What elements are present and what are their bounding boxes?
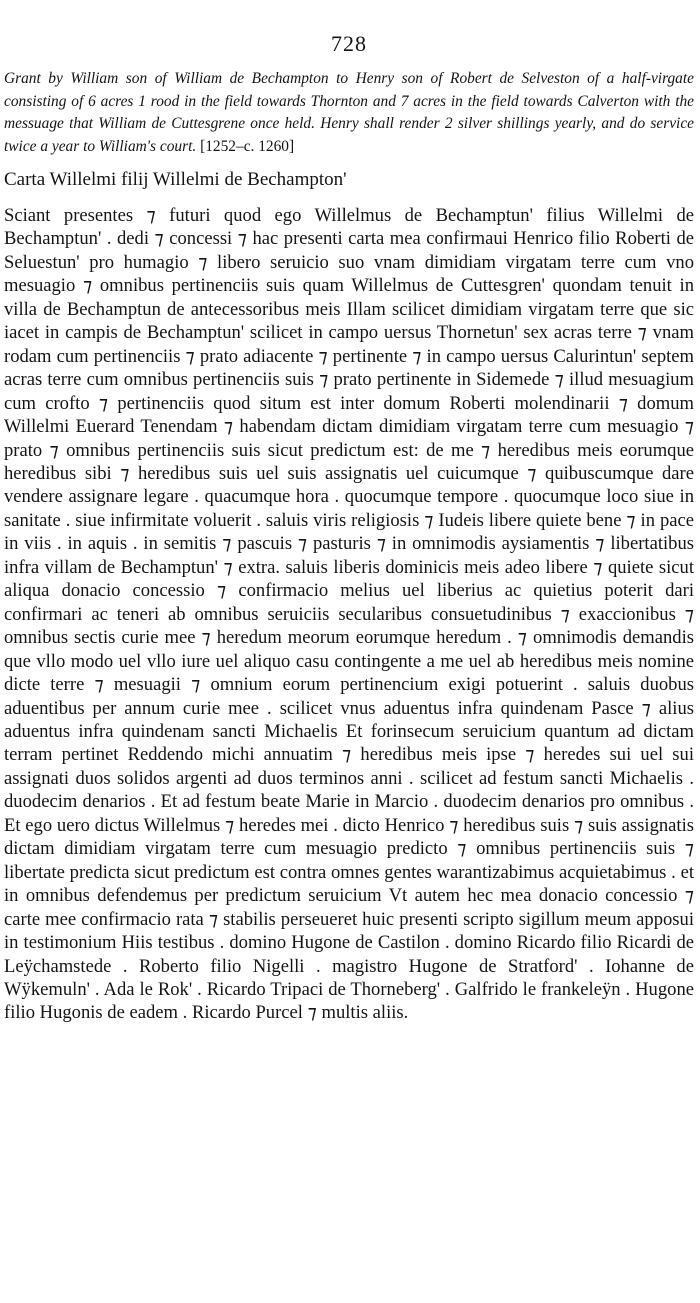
charter-heading: Carta Willelmi filij Willelmi de Bechampton' (4, 169, 347, 190)
document-page (4, 30, 694, 1025)
charter-abstract (4, 68, 694, 158)
page-number: 728 (331, 31, 367, 56)
abstract-text: Grant by William son of William de Bechampton to Henry son of Robert de Selveston of a half-virgate consisting of 6 acres 1 rood in the field towards Thornton and 7 acres in the field towards Calverton with the messuage that William de Cuttesgrene once held. Henry shall render 2 silver shillings yearly, and do service twice a year to William's court. (4, 70, 694, 155)
charter-body: Sciant presentes ⁊ futuri quod ego Willelmus de Bechamptun' filius Willelmi de Bechamptun' . dedi ⁊ concessi ⁊ hac presenti carta mea confirmaui Henrico filio Roberti de Seluestun' pro humagio ⁊ libero seruicio suo vnam dimidiam virgatam terre cum vno mesuagio ⁊ omnibus pertinenciis suis quam Willelmus de Cuttesgren' quondam tenuit in villa de Bechamptun de antecessoribus meis Illam scilicet dimidiam virgatam terre que sic iacet in campis de Bechamptun' scilicet in campo uersus Thornetun' sex acras terre ⁊ vnam rodam cum pertinenciis ⁊ prato adiacente ⁊ pertinente ⁊ in campo uersus Calurintun' septem acras terre cum omnibus pertinenciis suis ⁊ prato pertinente in Sidemede ⁊ illud mesuagium cum crofto ⁊ pertinenciis quod situm est inter domum Roberti molendinarii ⁊ domum Willelmi Euerard Tenendam ⁊ habendam dictam dimidiam virgatam terre cum mesuagio ⁊ prato ⁊ omnibus pertinenciis suis sicut predictum est: de me ⁊ heredibus meis eorumque heredibus sibi ⁊ heredibus suis uel suis assignatis uel cuicumque ⁊ quibuscumque dare vendere assignare legare . quacumque hora . quocumque tempore . quocumque loco siue in sanitate . siue infirmitate voluerit . saluis viris religiosis ⁊ Iudeis libere quiete bene ⁊ in pace in viis . in aquis . in semitis ⁊ pascuis ⁊ pasturis ⁊ in omnimodis aysiamentis ⁊ libertatibus infra villam de Bechamptun' ⁊ extra. saluis liberis dominicis meis adeo libere ⁊ quiete sicut aliqua donacio concessio ⁊ confirmacio melius uel liberius ac quietius poterit dari confirmari ac teneri ab omnibus seruiciis secularibus consuetudinibus ⁊ exaccionibus ⁊ omnibus sectis curie mee ⁊ heredum meorum eorumque heredum . ⁊ omnimodis demandis que vllo modo uel vllo iure uel aliquo casu contingente a me uel ab heredibus meis nomine dicte terre ⁊ mesuagii ⁊ omnium eorum pertinencium exigi potuerint . saluis duobus aduentibus per annum curie mee . scilicet vnus aduentus infra quindenam Pasce ⁊ alius aduentus infra quindenam sancti Michaelis Et forinsecum seruicium quantum ad dictam terram pertinet Reddendo michi annuatim ⁊ heredibus meis ipse ⁊ heredes sui uel sui assignati duos solidos argenti ad duos terminos anni . scilicet ad festum sancti Michaelis . duodecim denarios . Et ad festum beate Marie in Marcio . duodecim denarios pro omnibus . Et ego uero dictus Willelmus ⁊ heredes mei . dicto Henrico ⁊ heredibus suis ⁊ suis assignatis dictam dimidiam virgatam terre cum mesuagio predicto ⁊ omnibus pertinenciis suis ⁊ libertate predicta sicut predictum est contra omnes gentes warantizabimus acquietabimus . et in omnibus defendemus per predictum seruicium Vt autem hec mea donacio concessio ⁊ carte mee confirmacio rata ⁊ stabilis perseueret huic presenti scripto sigillum meum apposui in testimonium Hiis testibus . domino Hugone de Castilon . domino Ricardo filio Ricardi de Leÿchamstede . Roberto filio Nigelli . magistro Hugone de Stratford' . Iohanne de Wÿkemuln' . Ada le Rok' . Ricardo Tripaci de Thorneberg' . Galfrido le frankeleÿn . Hugone filio Hugonis de eadem . Ricardo Purcel ⁊ multis aliis. (4, 205, 694, 1024)
abstract-date: [1252–c. 1260] (200, 137, 295, 155)
